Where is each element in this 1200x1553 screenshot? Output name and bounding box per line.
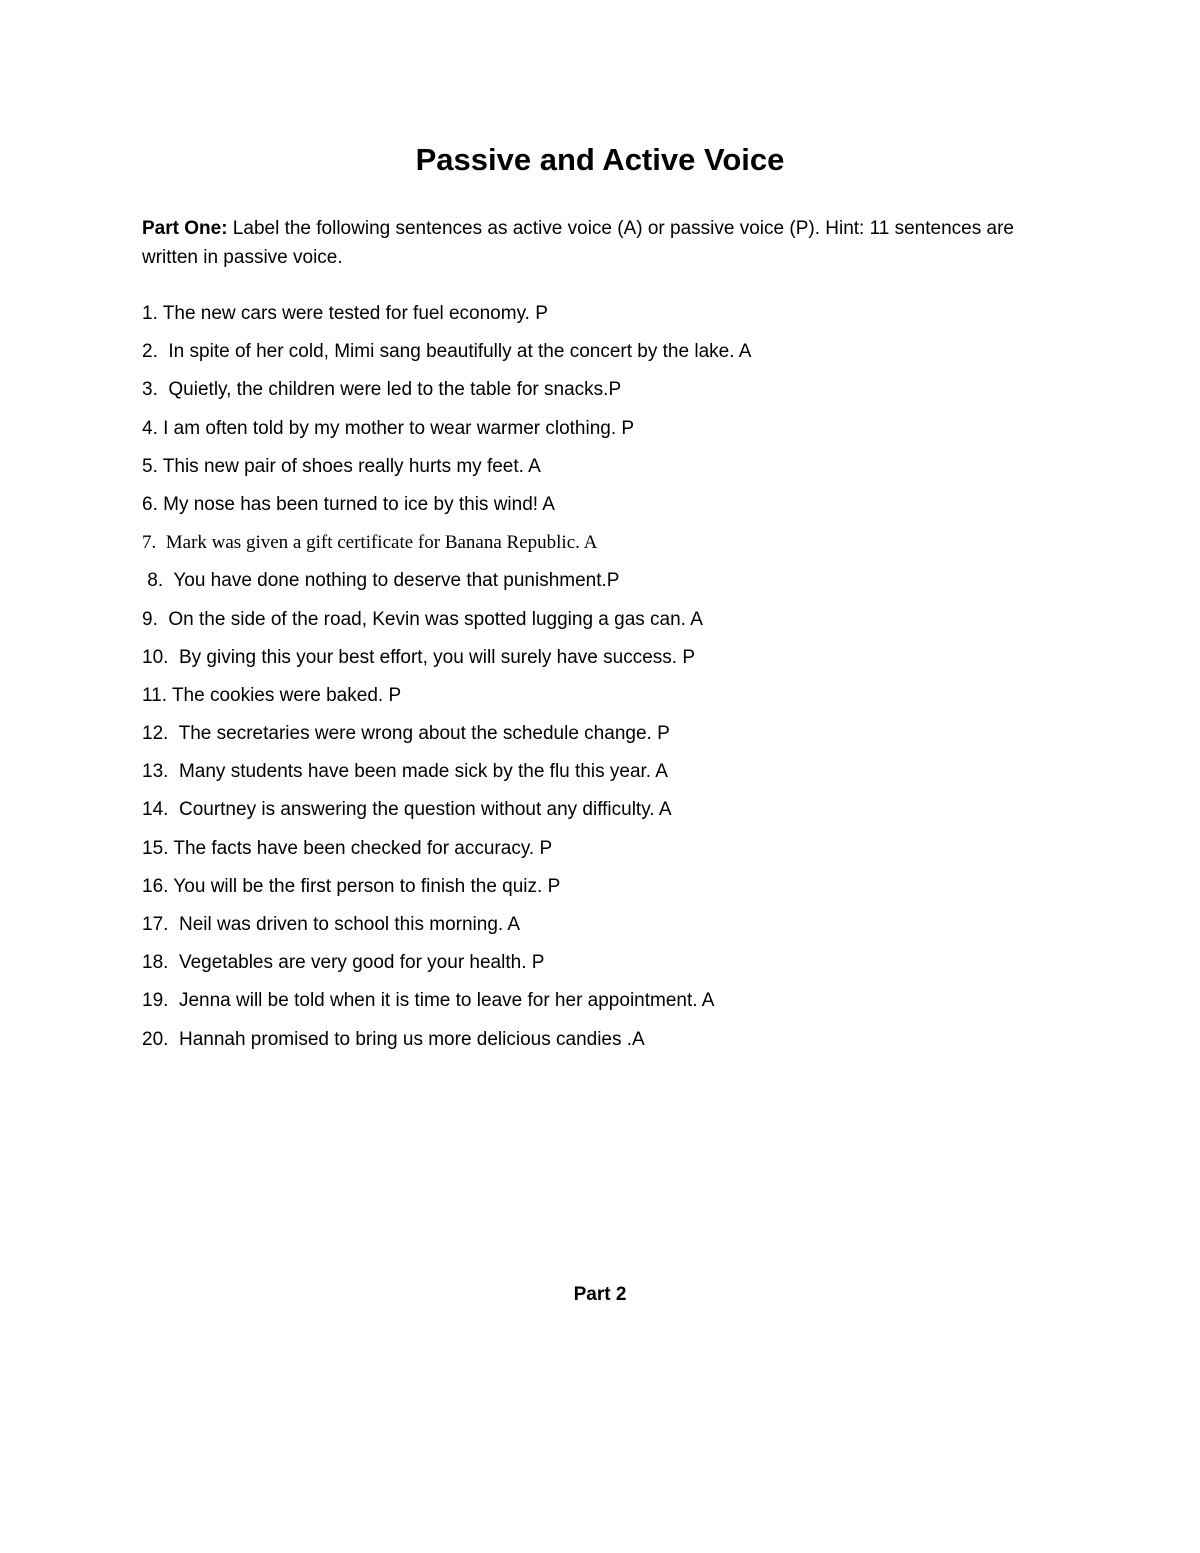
sentence-item-8: 8. You have done nothing to deserve that punishment.P [142,570,620,592]
part-two-heading: Part 2 [573,1284,627,1305]
page-title: Passive and Active Voice [415,142,785,177]
sentence-item-13: 13. Many students have been made sick by the flu this year. A [142,761,668,783]
part-one-label: Part One: [142,218,228,239]
sentence-item-20: 20. Hannah promised to bring us more delicious candies .A [142,1028,645,1050]
sentence-item-19: 19. Jenna will be told when it is time to leave for her appointment. A [142,990,715,1012]
sentence-item-9: 9. On the side of the road, Kevin was spotted lugging a gas can. A [142,608,703,630]
sentence-item-16: 16. You will be the first person to finish the quiz. P [142,875,561,897]
part-one-instructions [142,214,1022,272]
sentence-item-15: 15. The facts have been checked for accuracy. P [142,837,553,859]
sentence-item-6: 6. My nose has been turned to ice by this wind! A [142,493,555,515]
sentence-item-14: 14. Courtney is answering the question without any difficulty. A [142,799,672,821]
sentence-item-10: 10. By giving this your best effort, you will surely have success. P [142,646,696,668]
sentence-item-12: 12. The secretaries were wrong about the schedule change. P [142,723,670,745]
sentence-item-5: 5. This new pair of shoes really hurts my feet. A [142,455,541,477]
sentence-item-11: 11. The cookies were baked. P [142,684,402,706]
sentence-item-17: 17. Neil was driven to school this morning. A [142,914,521,935]
sentence-item-2: 2. In spite of her cold, Mimi sang beautifully at the concert by the lake. A [142,341,752,363]
sentence-item-3: 3. Quietly, the children were led to the table for snacks.P [142,379,622,401]
sentence-item-18: 18. Vegetables are very good for your health. P [142,952,545,974]
sentence-item-7: 7. Mark was given a gift certificate for Banana Republic. A [142,532,598,554]
sentence-item-4: 4. I am often told by my mother to wear warmer clothing. P [142,417,635,439]
sentence-item-1: 1. The new cars were tested for fuel economy. P [142,303,548,324]
sentence-list [142,299,1042,1063]
part-one-text: Label the following sentences as active voice (A) or passive voice (P). Hint: 11 sentences are written in passive voice. [142,218,1014,268]
